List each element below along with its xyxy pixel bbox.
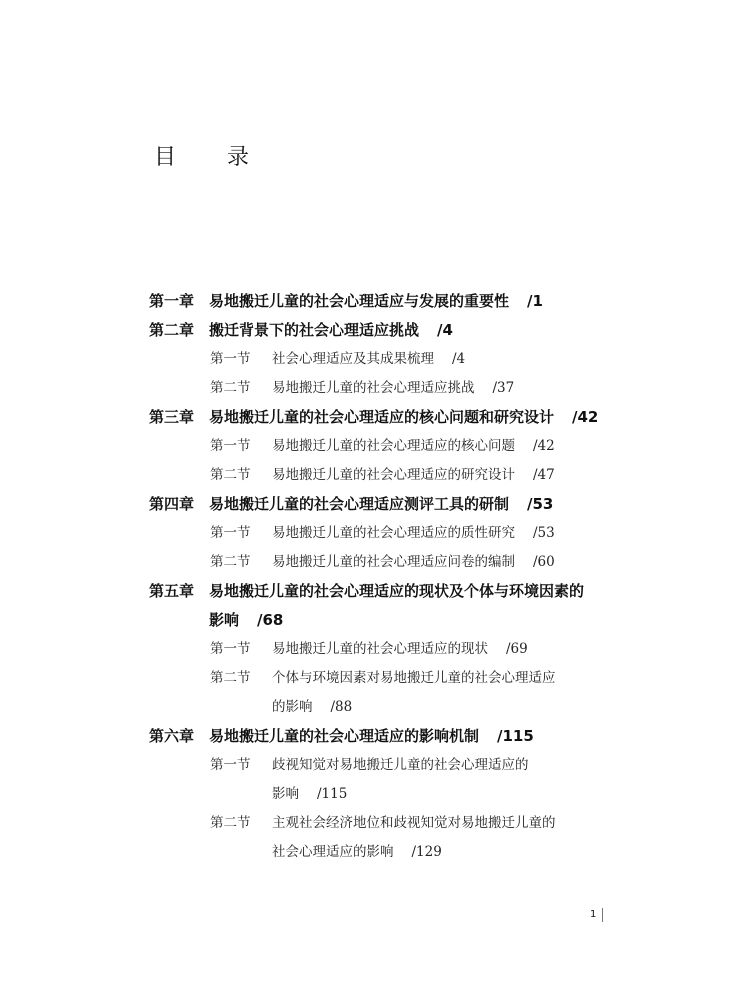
toc-section-entry[interactable] bbox=[149, 345, 619, 374]
section-number: 第一节 bbox=[210, 757, 251, 773]
section-title: 社会心理适应及其成果梳理 bbox=[272, 351, 434, 367]
toc-section-entry[interactable] bbox=[149, 809, 619, 838]
section-number: 第二节 bbox=[210, 670, 251, 686]
page-reference: /4 bbox=[437, 321, 453, 339]
chapter-number: 第六章 bbox=[149, 727, 195, 745]
toc-heading: 目 录 bbox=[154, 145, 271, 170]
toc-section-entry[interactable] bbox=[149, 751, 619, 780]
section-title: 的影响 bbox=[272, 699, 313, 715]
chapter-number: 第四章 bbox=[149, 495, 195, 513]
section-title: 易地搬迁儿童的社会心理适应的研究设计 bbox=[272, 467, 515, 483]
section-title: 易地搬迁儿童的社会心理适应的现状 bbox=[272, 641, 488, 657]
page-reference: /47 bbox=[533, 467, 555, 483]
toc-chapter-entry[interactable] bbox=[149, 316, 619, 345]
chapter-number: 第三章 bbox=[149, 408, 195, 426]
page-reference: /115 bbox=[317, 786, 348, 802]
page-reference: /115 bbox=[497, 727, 534, 745]
chapter-number: 第二章 bbox=[149, 321, 195, 339]
page-reference: /1 bbox=[527, 292, 543, 310]
toc-section-entry[interactable] bbox=[149, 780, 619, 809]
page-reference: /42 bbox=[533, 438, 555, 454]
chapter-title: 易地搬迁儿童的社会心理适应的核心问题和研究设计 bbox=[209, 408, 555, 426]
section-title: 易地搬迁儿童的社会心理适应挑战 bbox=[272, 380, 475, 396]
chapter-title: 影响 bbox=[209, 611, 240, 629]
section-title: 影响 bbox=[272, 786, 299, 802]
chapter-title: 易地搬迁儿童的社会心理适应与发展的重要性 bbox=[209, 292, 510, 310]
page-reference: /42 bbox=[572, 408, 599, 426]
page-reference: /68 bbox=[257, 611, 284, 629]
toc-section-entry[interactable] bbox=[149, 635, 619, 664]
section-title: 社会心理适应的影响 bbox=[272, 844, 394, 860]
toc-chapter-entry[interactable] bbox=[149, 287, 619, 316]
page-reference: /53 bbox=[527, 495, 554, 513]
toc-section-entry[interactable] bbox=[149, 548, 619, 577]
section-number: 第一节 bbox=[210, 641, 251, 657]
toc-section-entry[interactable] bbox=[149, 664, 619, 693]
page-reference: /60 bbox=[533, 554, 555, 570]
section-number: 第二节 bbox=[210, 380, 251, 396]
section-number: 第一节 bbox=[210, 525, 251, 541]
section-number: 第一节 bbox=[210, 438, 251, 454]
toc-section-entry[interactable] bbox=[149, 461, 619, 490]
section-number: 第二节 bbox=[210, 554, 251, 570]
toc-chapter-entry[interactable] bbox=[149, 577, 619, 606]
chapter-title: 易地搬迁儿童的社会心理适应的现状及个体与环境因素的 bbox=[209, 582, 585, 600]
section-number: 第二节 bbox=[210, 467, 251, 483]
toc-section-entry[interactable] bbox=[149, 432, 619, 461]
section-title: 歧视知觉对易地搬迁儿童的社会心理适应的 bbox=[272, 757, 529, 773]
toc-chapter-entry[interactable] bbox=[149, 490, 619, 519]
section-title: 主观社会经济地位和歧视知觉对易地搬迁儿童的 bbox=[272, 815, 556, 831]
chapter-title: 易地搬迁儿童的社会心理适应测评工具的研制 bbox=[209, 495, 510, 513]
toc-chapter-entry[interactable] bbox=[149, 606, 619, 635]
chapter-title: 搬迁背景下的社会心理适应挑战 bbox=[209, 321, 420, 339]
toc-section-entry[interactable] bbox=[149, 519, 619, 548]
section-number: 第二节 bbox=[210, 815, 251, 831]
page-reference: /88 bbox=[330, 699, 353, 715]
page-number: 1 bbox=[590, 908, 603, 922]
chapter-number: 第一章 bbox=[149, 292, 195, 310]
toc-section-entry[interactable] bbox=[149, 693, 619, 722]
page-reference: /37 bbox=[492, 380, 515, 396]
table-of-contents bbox=[149, 287, 619, 867]
toc-section-entry[interactable] bbox=[149, 374, 619, 403]
toc-section-entry[interactable] bbox=[149, 838, 619, 867]
toc-chapter-entry[interactable] bbox=[149, 722, 619, 751]
page-reference: /4 bbox=[452, 351, 466, 367]
section-title: 易地搬迁儿童的社会心理适应的质性研究 bbox=[272, 525, 515, 541]
toc-chapter-entry[interactable] bbox=[149, 403, 619, 432]
section-title: 易地搬迁儿童的社会心理适应问卷的编制 bbox=[272, 554, 515, 570]
chapter-number: 第五章 bbox=[149, 582, 195, 600]
page-reference: /53 bbox=[533, 525, 555, 541]
page-reference: /69 bbox=[506, 641, 528, 657]
chapter-title: 易地搬迁儿童的社会心理适应的影响机制 bbox=[209, 727, 480, 745]
section-title: 易地搬迁儿童的社会心理适应的核心问题 bbox=[272, 438, 515, 454]
section-number: 第一节 bbox=[210, 351, 251, 367]
page-reference: /129 bbox=[411, 844, 442, 860]
section-title: 个体与环境因素对易地搬迁儿童的社会心理适应 bbox=[272, 670, 556, 686]
